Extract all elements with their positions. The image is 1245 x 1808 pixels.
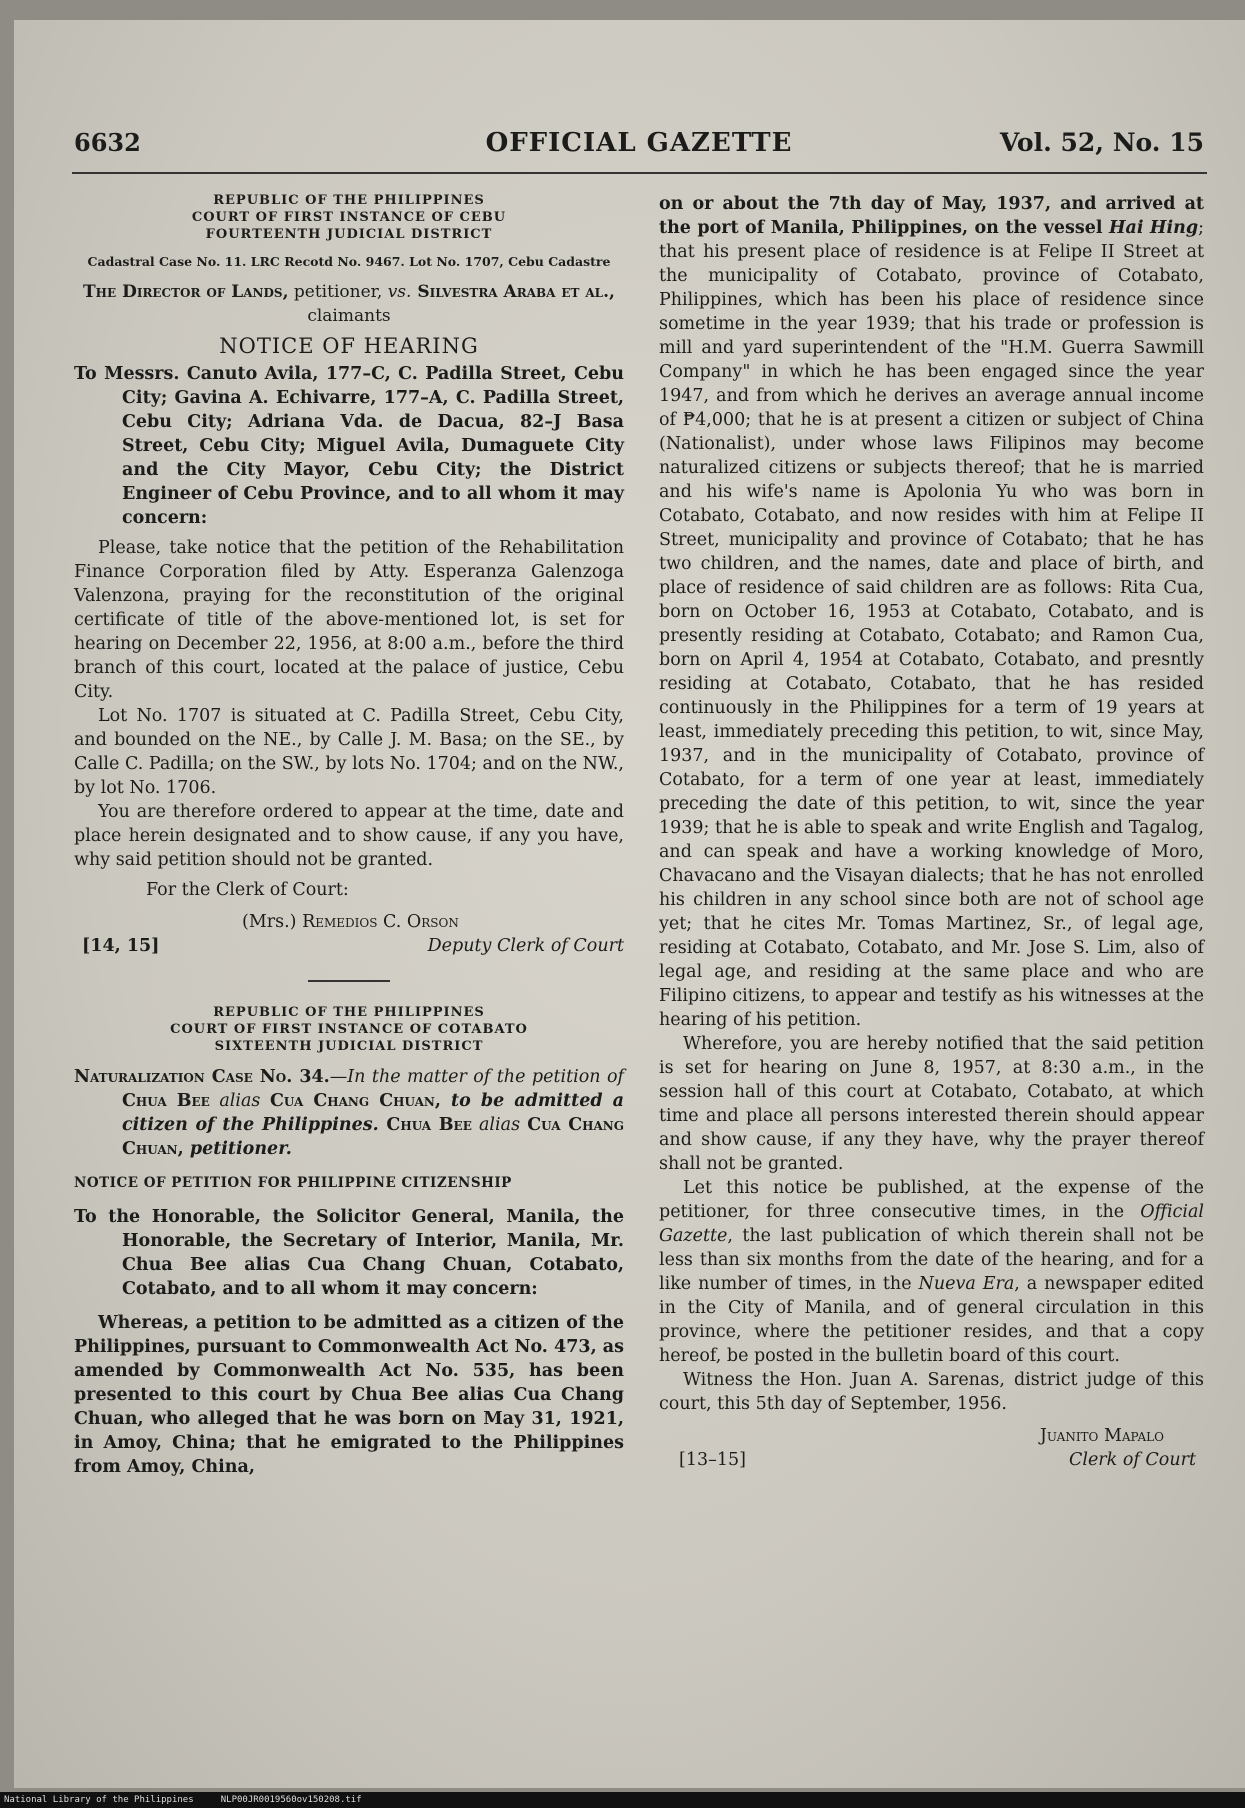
notice1-for-clerk: For the Clerk of Court: — [146, 880, 349, 900]
gazette-page — [14, 20, 1245, 1788]
footer-library: National Library of the Philippines — [4, 1795, 194, 1805]
notice2-wherefore: Wherefore, you are hereby notified that the said petition is set for hearing on June 8, 1957, at 8:30 a.m., in the session hall of this court at Cotabato, Cotabato, at which time and place all persons interested therein should appear and show cause, if any they have, why the prayer thereof shall not be granted. — [659, 1034, 1204, 1174]
volume-number: Vol. 52, No. 15 — [999, 128, 1204, 157]
notice1-parties: The Director of Lands, petitioner, vs. Silvestra Araba et al., claimants — [83, 282, 615, 326]
notice2-signer-name: Juanito Mapalo — [1039, 1426, 1164, 1446]
notice2-witness: Witness the Hon. Juan A. Sarenas, district judge of this court, this 5th day of September, 1956. — [659, 1370, 1204, 1414]
notice1-signer-name: Remedios C. Orson — [302, 912, 459, 932]
notice1-court-heading: REPUBLIC OF THE PHILIPPINES COURT OF FIRST INSTANCE OF CEBU FOURTEENTH JUDICIAL DISTRICT — [191, 193, 507, 242]
publication-title: OFFICIAL GAZETTE — [485, 128, 793, 158]
notice2-court-heading: REPUBLIC OF THE PHILIPPINES COURT OF FIRST INSTANCE OF COTABATO SIXTEENTH JUDICIAL DISTRICT — [170, 1005, 528, 1054]
footer-file: NLP00JR0019560ov150208.tif — [220, 1795, 362, 1805]
notice1-ref: [14, 15] — [82, 936, 160, 956]
notice2-case-caption: Naturalization Case No. 34.—In the matter of the petition of Chua Bee alias Cua Chang Chuan, to be admitted a citizen of the Philippines. Chua Bee alias Cua Chang Chuan, petitioner. — [74, 1067, 624, 1159]
notice1-title: NOTICE OF HEARING — [219, 334, 479, 358]
right-column — [659, 192, 1204, 1472]
notice2-addressees: To the Honorable, the Solicitor General, Manila, the Honorable, the Secretary of Interior, Manila, Mr. Chua Bee alias Cua Chang Chuan, Cotabato, Cotabato, and to all whom it may concern: — [74, 1207, 624, 1299]
notice2-title: NOTICE OF PETITION FOR PHILIPPINE CITIZENSHIP — [74, 1175, 512, 1191]
notice1-para-1: Please, take notice that the petition of the Rehabilitation Finance Corporation filed by Atty. Esperanza Galenzoga Valenzona, praying for the reconstitution of the original certificate of title of the above-mentioned lot, is set for hearing on December 22, 1956, at 8:00 a.m., before the third branch of this court, located at the palace of justice, Cebu City. — [74, 538, 624, 702]
notice1-para-2: Lot No. 1707 is situated at C. Padilla Street, Cebu City, and bounded on the NE., by Calle J. M. Basa; on the SE., by Calle C. Padilla; on the SW., by lots No. 1704; and on the NW., by lot No. 1706. — [74, 706, 624, 798]
header-rule — [72, 172, 1207, 174]
notice1-signature: (Mrs.) Remedios C. Orson [14, 15] Deputy Clerk of Court — [82, 912, 624, 956]
notice1-case-line: Cadastral Case No. 11. LRC Recotd No. 9467. Lot No. 1707, Cebu Cadastre — [87, 254, 611, 269]
notice2-whereas-cont: on or about the 7th day of May, 1937, and arrived at the port of Manila, Philippines, on the vessel Hai Hing; that his present place of residence is at Felipe II Street at the municipality of Cotabato, province of Cotabato, Philippines, which has been his place of residence since sometime in the year 1939; that his trade or profession is mill and yard superintendent of the "H.M. Guerra Sawmill Company" in which he has been engaged since the year 1947, and from which he derives an average annual income of ₱4,000; that he is at present a citizen or subject of China (Nationalist), under whose laws Filipinos may become naturalized citizens or subjects thereof; that he is married and his wife's name is Apolonia Yu who was born in Cotabato, Cotabato, and now resides with him at Felipe II Street, municipality and province of Cotabato; that he has two children, and the names, date and place of birth, and place of residence of said children are as follows: Rita Cua, born on October 16, 1953 at Cotabato, Cotabato, and is presently residing at Cotabato, Cotabato; and Ramon Cua, born on April 4, 1954 at Cotabato, Cotabato, and presntly residing at Cotabato, Cotabato, that he has resided continuously in the Philippines for a term of 19 years at least, immediately preceding this petition, to wit, since May, 1937, and in the municipality of Cotabato, province of Cotabato, for a term of one year at least, immediately preceding the date of this petition, to wit, since the year 1939; that he is able to speak and write English and Tagalog, and can speak and have a working knowledge of Moro, Chavacano and the Visayan dialects; that he has not enrolled his children in any school since both are not of school age yet; that he cites Mr. Tomas Martinez, Sr., of legal age, residing at Cotabato, Cotabato, and Mr. Jose S. Lim, also of legal age, and residing at the same place and who are Filipino citizens, to appear and testify as his witnesses at the hearing of his petition. — [659, 194, 1204, 1030]
notice2-signer-title: Clerk of Court — [1068, 1450, 1196, 1470]
notice2-signature — [659, 1424, 1204, 1472]
notice2-ref: [13–15] — [679, 1450, 746, 1470]
page-number: 6632 — [74, 128, 141, 157]
section-divider — [308, 980, 390, 982]
notice1-signer-title: Deputy Clerk of Court — [427, 936, 624, 956]
left-column — [74, 192, 624, 1479]
scan-footer — [0, 1792, 1245, 1808]
notice1-addressees: To Messrs. Canuto Avila, 177–C, C. Padilla Street, Cebu City; Gavina A. Echivarre, 177–A, C. Padilla Street, Cebu City; Adriana Vda. de Dacua, 82–J Basa Street, Cebu City; Miguel Avila, Dumaguete City and the City Mayor, Cebu City; the District Engineer of Cebu Province, and to all whom it may concern: — [74, 364, 624, 528]
notice2-publication: Let this notice be published, at the expense of the petitioner, for three consecutive times, in the Official Gazette, the last publication of which therein shall not be less than six months from the date of the hearing, and for a like number of times, in the Nueva Era, a newspaper edited in the City of Manila, and of general circulation in this province, where the petitioner resides, and that a copy hereof, be posted in the bulletin board of this court. — [659, 1178, 1204, 1366]
notice1-para-3: You are therefore ordered to appear at the time, date and place herein designated and to show cause, if any you have, why said petition should not be granted. — [74, 802, 624, 870]
page-header — [74, 128, 1204, 168]
notice2-whereas: Whereas, a petition to be admitted as a citizen of the Philippines, pursuant to Commonwealth Act No. 473, as amended by Commonwealth Act No. 535, has been presented to this court by Chua Bee alias Cua Chang Chuan, who alleged that he was born on May 31, 1921, in Amoy, China; that he emigrated to the Philippines from Amoy, China, — [74, 1313, 624, 1477]
